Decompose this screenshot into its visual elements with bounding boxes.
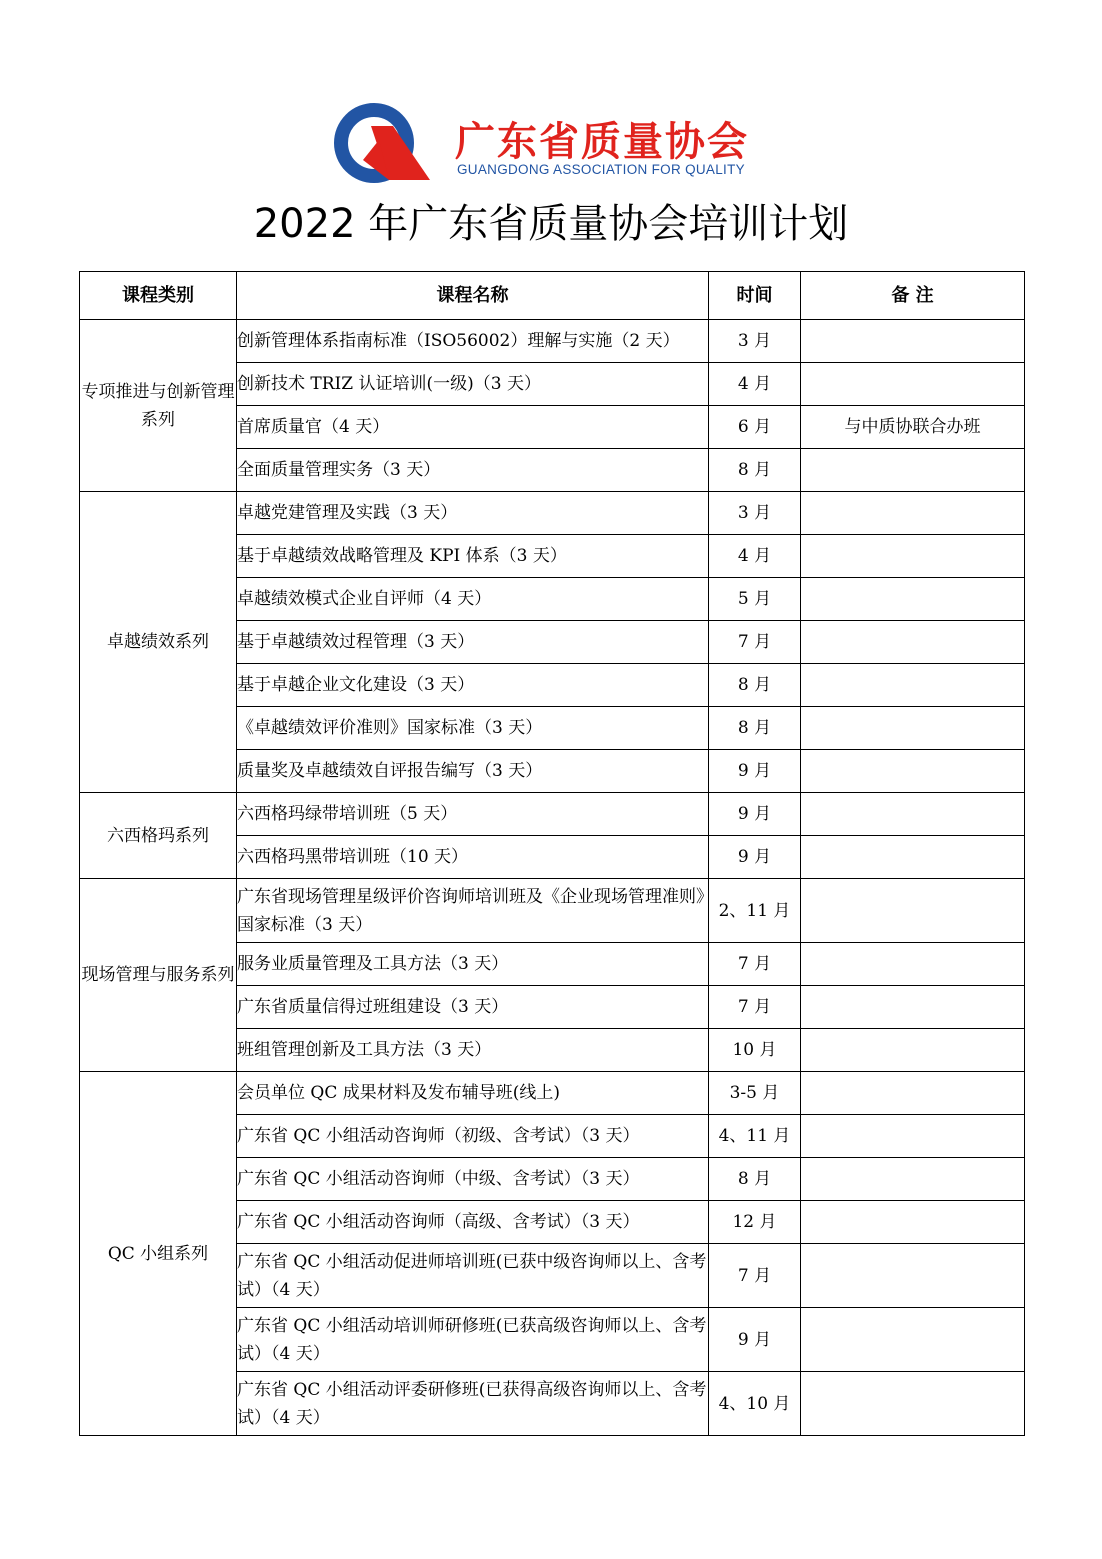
course-name-cell: 《卓越绩效评价准则》国家标准（3 天）	[237, 707, 709, 750]
note-cell	[801, 986, 1025, 1029]
course-name-cell: 卓越绩效模式企业自评师（4 天）	[237, 578, 709, 621]
course-name-cell: 班组管理创新及工具方法（3 天）	[237, 1029, 709, 1072]
table-row	[80, 793, 1025, 836]
course-name-cell: 六西格玛黑带培训班（10 天）	[237, 836, 709, 879]
note-cell	[801, 879, 1025, 943]
note-cell	[801, 1158, 1025, 1201]
page-title: 2022 年广东省质量协会培训计划	[253, 201, 849, 247]
note-cell	[801, 363, 1025, 406]
note-cell	[801, 578, 1025, 621]
time-cell: 4、10 月	[709, 1372, 801, 1436]
note-cell	[801, 793, 1025, 836]
course-name-cell: 首席质量官（4 天）	[237, 406, 709, 449]
course-name-cell: 广东省现场管理星级评价咨询师培训班及《企业现场管理准则》国家标准（3 天）	[237, 879, 709, 943]
category-cell: 卓越绩效系列	[80, 492, 237, 793]
note-cell	[801, 492, 1025, 535]
table-body	[80, 320, 1025, 1436]
course-name-cell: 基于卓越企业文化建设（3 天）	[237, 664, 709, 707]
time-cell: 8 月	[709, 707, 801, 750]
time-cell: 12 月	[709, 1201, 801, 1244]
course-name-cell: 服务业质量管理及工具方法（3 天）	[237, 943, 709, 986]
training-plan-table	[79, 271, 1025, 1436]
header-time: 时间	[709, 272, 801, 320]
header-note: 备 注	[801, 272, 1025, 320]
time-cell: 9 月	[709, 793, 801, 836]
logo-name-cn: 广东省质量协会	[455, 119, 749, 165]
logo-name-en: GUANGDONG ASSOCIATION FOR QUALITY	[457, 162, 745, 177]
course-name-cell: 广东省 QC 小组活动评委研修班(已获得高级咨询师以上、含考试）（4 天）	[237, 1372, 709, 1436]
note-cell	[801, 664, 1025, 707]
course-name-cell: 广东省 QC 小组活动咨询师（初级、含考试）（3 天）	[237, 1115, 709, 1158]
note-cell	[801, 1308, 1025, 1372]
time-cell: 4 月	[709, 363, 801, 406]
note-cell	[801, 320, 1025, 363]
note-cell	[801, 943, 1025, 986]
course-name-cell: 广东省 QC 小组活动咨询师（高级、含考试）（3 天）	[237, 1201, 709, 1244]
time-cell: 4、11 月	[709, 1115, 801, 1158]
time-cell: 3 月	[709, 320, 801, 363]
header-course-name: 课程名称	[237, 272, 709, 320]
course-name-cell: 全面质量管理实务（3 天）	[237, 449, 709, 492]
time-cell: 3-5 月	[709, 1072, 801, 1115]
note-cell	[801, 449, 1025, 492]
course-name-cell: 质量奖及卓越绩效自评报告编写（3 天）	[237, 750, 709, 793]
category-cell: 现场管理与服务系列	[80, 879, 237, 1072]
logo-emblem-icon	[333, 100, 443, 186]
note-cell	[801, 1372, 1025, 1436]
note-cell: 与中质协联合办班	[801, 406, 1025, 449]
table-row	[80, 1072, 1025, 1115]
table-row	[80, 492, 1025, 535]
note-cell	[801, 1072, 1025, 1115]
note-cell	[801, 1029, 1025, 1072]
note-cell	[801, 1244, 1025, 1308]
category-cell: 六西格玛系列	[80, 793, 237, 879]
course-name-cell: 会员单位 QC 成果材料及发布辅导班(线上)	[237, 1072, 709, 1115]
course-name-cell: 基于卓越绩效战略管理及 KPI 体系（3 天）	[237, 535, 709, 578]
header-category: 课程类别	[80, 272, 237, 320]
course-name-cell: 创新技术 TRIZ 认证培训(一级)（3 天）	[237, 363, 709, 406]
note-cell	[801, 621, 1025, 664]
course-name-cell: 创新管理体系指南标准（ISO56002）理解与实施（2 天）	[237, 320, 709, 363]
association-logo	[333, 100, 763, 186]
course-name-cell: 广东省 QC 小组活动促进师培训班(已获中级咨询师以上、含考试）（4 天）	[237, 1244, 709, 1308]
time-cell: 8 月	[709, 1158, 801, 1201]
course-name-cell: 六西格玛绿带培训班（5 天）	[237, 793, 709, 836]
course-name-cell: 广东省质量信得过班组建设（3 天）	[237, 986, 709, 1029]
time-cell: 7 月	[709, 621, 801, 664]
time-cell: 7 月	[709, 1244, 801, 1308]
time-cell: 2、11 月	[709, 879, 801, 943]
category-cell: 专项推进与创新管理系列	[80, 320, 237, 492]
note-cell	[801, 1201, 1025, 1244]
note-cell	[801, 750, 1025, 793]
time-cell: 8 月	[709, 664, 801, 707]
course-name-cell: 广东省 QC 小组活动咨询师（中级、含考试）（3 天）	[237, 1158, 709, 1201]
note-cell	[801, 707, 1025, 750]
time-cell: 9 月	[709, 1308, 801, 1372]
time-cell: 8 月	[709, 449, 801, 492]
table-header-row	[80, 272, 1025, 320]
table-row	[80, 879, 1025, 943]
time-cell: 5 月	[709, 578, 801, 621]
table-row	[80, 320, 1025, 363]
note-cell	[801, 836, 1025, 879]
note-cell	[801, 535, 1025, 578]
note-cell	[801, 1115, 1025, 1158]
time-cell: 3 月	[709, 492, 801, 535]
course-name-cell: 基于卓越绩效过程管理（3 天）	[237, 621, 709, 664]
course-name-cell: 卓越党建管理及实践（3 天）	[237, 492, 709, 535]
time-cell: 4 月	[709, 535, 801, 578]
time-cell: 9 月	[709, 836, 801, 879]
time-cell: 10 月	[709, 1029, 801, 1072]
time-cell: 7 月	[709, 986, 801, 1029]
time-cell: 6 月	[709, 406, 801, 449]
category-cell: QC 小组系列	[80, 1072, 237, 1436]
course-name-cell: 广东省 QC 小组活动培训师研修班(已获高级咨询师以上、含考试）（4 天）	[237, 1308, 709, 1372]
time-cell: 7 月	[709, 943, 801, 986]
time-cell: 9 月	[709, 750, 801, 793]
